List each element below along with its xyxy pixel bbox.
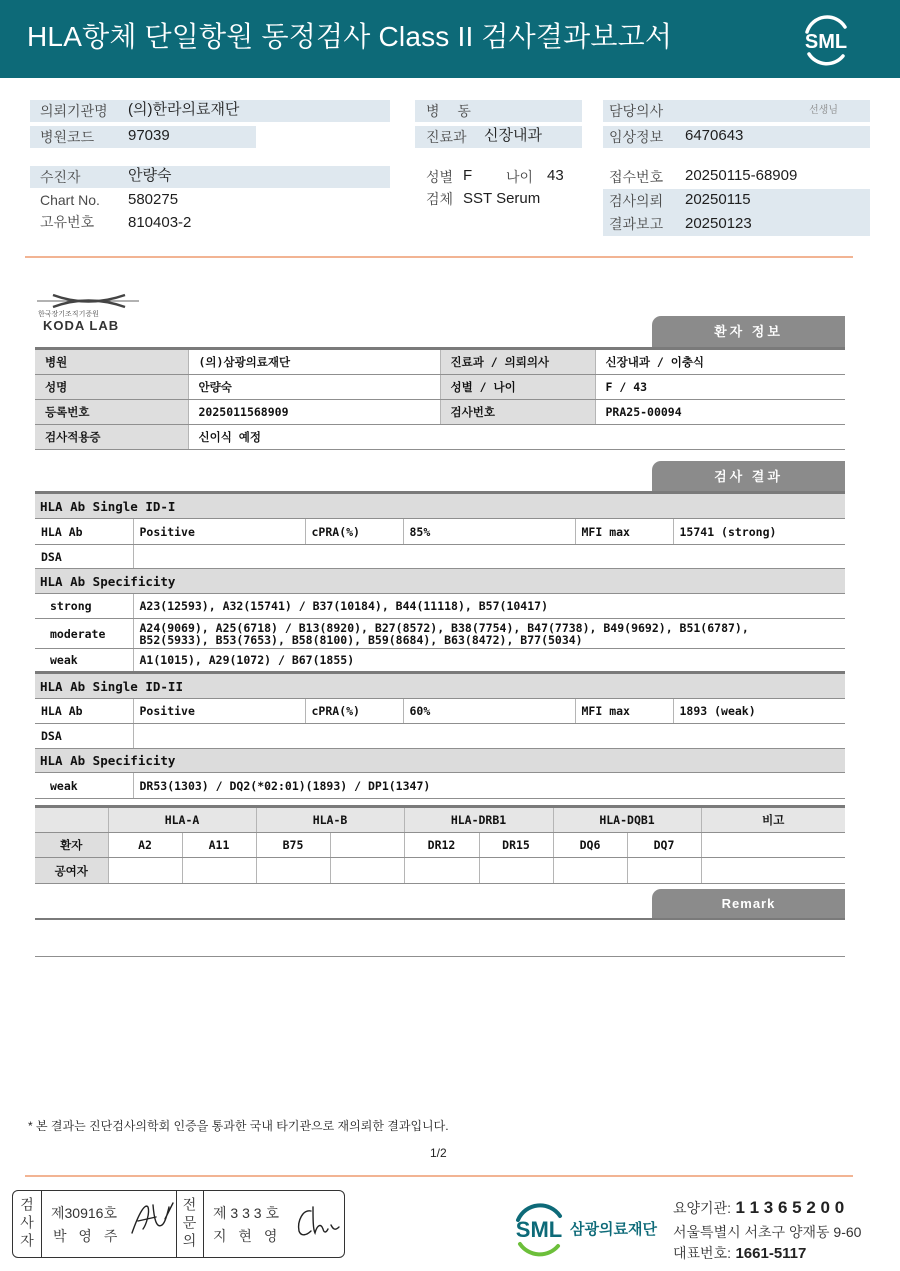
dept-doctor-label: 진료과 / 의뢰의사 [440, 349, 595, 375]
typing-cell: DQ6 [553, 833, 627, 858]
table-row [35, 519, 845, 545]
class2-dsa-value [133, 724, 845, 749]
class1-strong-label: strong [35, 594, 133, 619]
requesting-org-value: (의)한라의료재단 [128, 101, 240, 118]
divider-top [25, 256, 853, 258]
typing-cell: A11 [182, 833, 256, 858]
table-row [35, 425, 845, 450]
signature-divider [41, 1191, 42, 1257]
signature-divider [203, 1191, 204, 1257]
typing-cell [256, 858, 330, 884]
table-row [35, 649, 845, 673]
class1-moderate-label: moderate [35, 619, 133, 649]
phone-number: 1661-5117 [735, 1245, 807, 1262]
name-value: 안량숙 [188, 375, 440, 400]
hospital-label: 병원 [35, 349, 188, 375]
test-no-value: PRA25-00094 [595, 400, 845, 425]
specialist-signature-icon [293, 1203, 341, 1241]
sex-label: 성별 [426, 169, 454, 185]
class1-moderate-line-1: A24(9069), A25(6718) / B13(8920), B27(8572), B38(7754), B47(7738), B49(9692), B51(6787), [139, 620, 749, 635]
clinical-info-value: 6470643 [685, 127, 744, 144]
sml-logo-icon [798, 11, 854, 67]
table-row [35, 619, 845, 649]
table-row [35, 699, 845, 724]
svg-text:SML: SML [804, 31, 848, 53]
class2-weak-label: weak [35, 773, 133, 799]
typing-donor-label: 공여자 [35, 858, 108, 884]
class1-weak-label: weak [35, 649, 133, 673]
antibody-result-table [35, 491, 845, 799]
table-row [35, 349, 845, 375]
page-number: 1/2 [430, 1146, 447, 1160]
inspector-name: 박 영 주 [53, 1228, 118, 1244]
koda-logo-org: 한국장기조직기증원 [38, 311, 99, 318]
table-row [35, 375, 845, 400]
class1-dsa-value [133, 545, 845, 569]
signature-box [12, 1190, 345, 1258]
table-row [35, 773, 845, 799]
table-row [35, 569, 845, 594]
table-row [35, 400, 845, 425]
sex-value: F [463, 167, 473, 184]
name-label: 성명 [35, 375, 188, 400]
typing-cell [553, 858, 627, 884]
hospital-value: (의)삼광의료재단 [188, 349, 440, 375]
receipt-no-label: 접수번호 [609, 169, 664, 185]
department-value: 신장내과 [484, 127, 542, 144]
typing-cell: DR12 [404, 833, 479, 858]
request-date-value: 20250115 [685, 191, 751, 208]
class1-moderate-value [133, 619, 845, 649]
typing-cell: B75 [256, 833, 330, 858]
unique-no-value: 810403-2 [128, 214, 192, 231]
footer-address: 서울특별시 서초구 양재동 9-60 [673, 1224, 862, 1240]
typing-cell [701, 833, 845, 858]
specimen-label: 검체 [426, 191, 454, 207]
hospital-code-label: 병원코드 [40, 129, 95, 145]
typing-header-note: 비고 [701, 807, 845, 833]
care-institution-no: 1 1 3 6 5 2 0 0 [735, 1198, 845, 1217]
result-tab: 검사 결과 [652, 461, 845, 493]
typing-header-hla-drb1: HLA-DRB1 [404, 807, 553, 833]
table-row [35, 545, 845, 569]
typing-header-hla-a: HLA-A [108, 807, 256, 833]
report-title: HLA항체 단일항원 동정검사 Class II 검사결과보고서 [27, 21, 673, 52]
class1-cpra-value: 85% [403, 519, 575, 545]
class2-title: HLA Ab Single ID-II [35, 673, 845, 699]
koda-lab-logo [35, 292, 145, 342]
class1-mfi-value: 15741 (strong) [673, 519, 845, 545]
clinical-info-label: 임상정보 [609, 129, 664, 145]
report-date-label: 결과보고 [609, 216, 664, 232]
unique-no-label: 고유번호 [40, 214, 95, 230]
typing-cell: DQ7 [627, 833, 701, 858]
indication-value: 신이식 예정 [188, 425, 845, 450]
patient-info-tab: 환자 정보 [652, 316, 845, 348]
phone-label: 대표번호: [673, 1245, 731, 1261]
chart-no-value: 580275 [128, 191, 179, 208]
class2-cpra-value: 60% [403, 699, 575, 724]
sex-age-label: 성별 / 나이 [440, 375, 595, 400]
hospital-code-value: 97039 [128, 127, 170, 144]
patient-name-value: 안량숙 [128, 167, 172, 184]
table-row [35, 858, 845, 884]
class1-title: HLA Ab Single ID-I [35, 493, 845, 519]
typing-cell [108, 858, 182, 884]
table-row [35, 594, 845, 619]
class1-moderate-line-2: B52(5933), B53(7653), B58(8100), B59(8684), B63(8472), B77(5034) [139, 632, 583, 647]
typing-cell: DR15 [479, 833, 553, 858]
class1-cpra-label: cPRA(%) [305, 519, 403, 545]
class2-weak-value: DR53(1303) / DQ2(*02:01)(1893) / DP1(1347) [133, 773, 845, 799]
class1-hla-ab-value: Positive [133, 519, 305, 545]
reg-no-value: 2025011568909 [188, 400, 440, 425]
remark-tab: Remark [652, 889, 845, 918]
inspector-license-no: 제30916호 [51, 1205, 117, 1221]
age-value: 43 [547, 167, 564, 184]
typing-cell [330, 833, 404, 858]
sex-age-value: F / 43 [595, 375, 845, 400]
specialist-license-no: 제 3 3 3 호 [213, 1205, 279, 1221]
class1-mfi-label: MFI max [575, 519, 673, 545]
ward-label: 병 동 [426, 103, 471, 119]
hla-typing-table [35, 805, 845, 884]
receipt-no-value: 20250115-68909 [685, 167, 798, 184]
inspector-label: 검사자 [19, 1197, 35, 1251]
typing-cell [479, 858, 553, 884]
class2-spec-title: HLA Ab Specificity [35, 749, 845, 773]
test-no-label: 검사번호 [440, 400, 595, 425]
table-row [35, 807, 845, 833]
footnote: * 본 결과는 진단검사의학회 인증을 통과한 국내 타기관으로 재의뢰한 결과입니다. [28, 1119, 449, 1133]
typing-corner-cell [35, 807, 108, 833]
svg-text:SML: SML [515, 1217, 563, 1242]
table-row [35, 493, 845, 519]
typing-cell [701, 858, 845, 884]
department-label: 진료과 [426, 129, 467, 145]
care-institution-line [673, 1198, 844, 1218]
typing-cell [627, 858, 701, 884]
class2-cpra-label: cPRA(%) [305, 699, 403, 724]
class1-hla-ab-label: HLA Ab [35, 519, 133, 545]
class2-hla-ab-value: Positive [133, 699, 305, 724]
typing-header-hla-dqb1: HLA-DQB1 [553, 807, 701, 833]
koda-emblem-icon [35, 292, 143, 310]
class2-mfi-label: MFI max [575, 699, 673, 724]
patient-info-table [35, 347, 845, 450]
divider-bottom [25, 1175, 853, 1177]
typing-cell: A2 [108, 833, 182, 858]
table-row [35, 833, 845, 858]
typing-patient-label: 환자 [35, 833, 108, 858]
request-date-label: 검사의뢰 [609, 193, 664, 209]
chart-no-label: Chart No. [40, 192, 100, 208]
class1-dsa-label: DSA [35, 545, 133, 569]
class2-mfi-value: 1893 (weak) [673, 699, 845, 724]
doctor-label: 담당의사 [609, 103, 664, 119]
remark-top-line [35, 918, 845, 920]
requesting-org-label: 의뢰기관명 [40, 103, 108, 119]
dept-doctor-value: 신장내과 / 이충식 [595, 349, 845, 375]
age-label: 나이 [506, 169, 534, 185]
reg-no-label: 등록번호 [35, 400, 188, 425]
class1-spec-title: HLA Ab Specificity [35, 569, 845, 594]
specimen-value: SST Serum [463, 190, 541, 207]
table-row [35, 724, 845, 749]
class1-weak-value: A1(1015), A29(1072) / B67(1855) [133, 649, 845, 673]
class2-dsa-label: DSA [35, 724, 133, 749]
info-row-patient [30, 166, 390, 188]
care-institution-label: 요양기관: [673, 1200, 731, 1216]
koda-logo-name: KODA LAB [43, 318, 120, 333]
phone-line [673, 1243, 806, 1263]
remark-bottom-line [35, 956, 845, 957]
specialist-label: 전문의 [181, 1197, 198, 1251]
typing-cell [404, 858, 479, 884]
typing-header-hla-b: HLA-B [256, 807, 404, 833]
typing-cell [330, 858, 404, 884]
typing-cell [182, 858, 256, 884]
specialist-name: 지 현 영 [213, 1228, 278, 1244]
report-date-value: 20250123 [685, 215, 752, 232]
indication-label: 검사적용증 [35, 425, 188, 450]
footer-org-name: 삼광의료재단 [570, 1221, 657, 1238]
class2-hla-ab-label: HLA Ab [35, 699, 133, 724]
table-row [35, 673, 845, 699]
sml-footer-logo-icon [508, 1196, 570, 1258]
table-row [35, 749, 845, 773]
class1-strong-value: A23(12593), A32(15741) / B37(10184), B44(11118), B57(10417) [133, 594, 845, 619]
inspector-signature-icon [129, 1199, 175, 1239]
doctor-suffix: 선생님 [809, 105, 838, 116]
patient-label: 수진자 [40, 169, 81, 185]
